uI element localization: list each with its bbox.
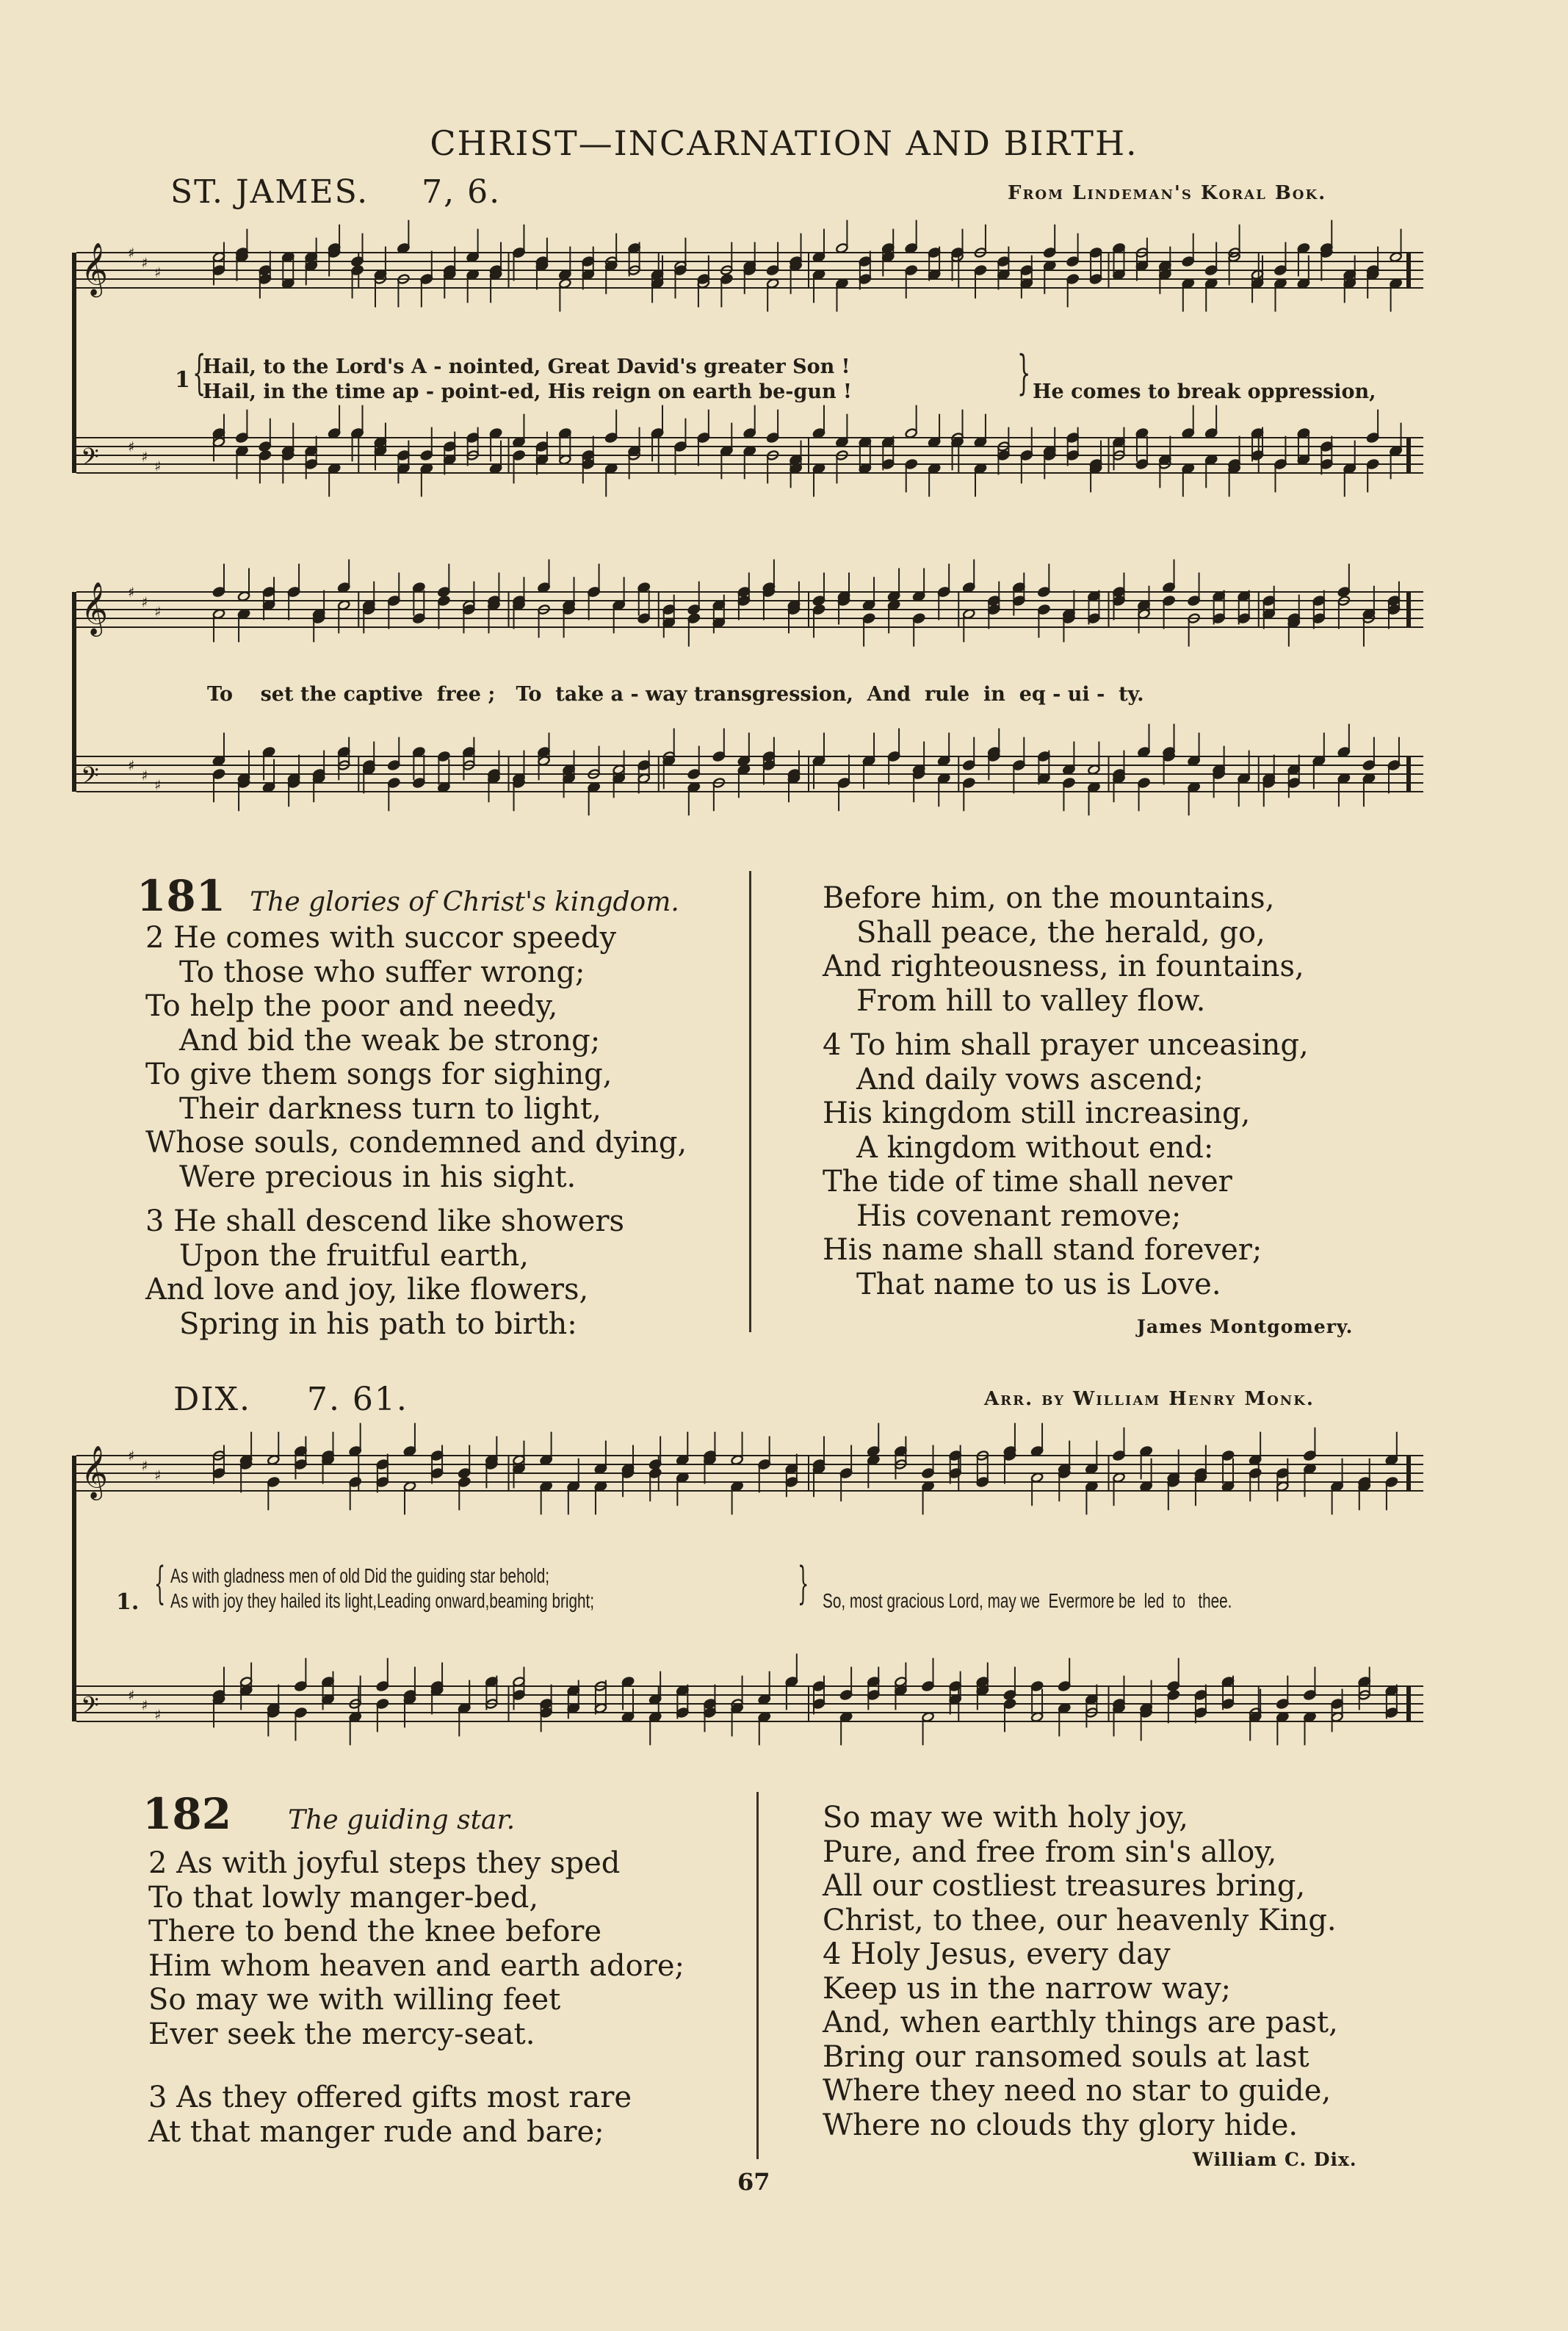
sharp-icon: ♯	[128, 1687, 135, 1705]
verse-line: At that manger rude and bare;	[148, 2114, 604, 2149]
treble-clef-icon: 𝄞	[81, 1445, 108, 1499]
verse-line: Keep us in the narrow way;	[823, 1971, 1232, 2006]
tune-meter: 7, 6.	[422, 173, 502, 211]
sharp-icon: ♯	[154, 1467, 162, 1484]
brace-right: }	[1017, 346, 1031, 400]
verse-line: 4 To him shall prayer unceasing,	[823, 1028, 1309, 1062]
verse-line: So may we with holy joy,	[823, 1801, 1188, 1835]
hymn-verses-left	[148, 1846, 684, 2149]
sharp-icon: ♯	[128, 1448, 135, 1465]
tune-name: DIX.	[173, 1381, 251, 1418]
sharp-icon: ♯	[154, 603, 162, 621]
verse-line: 4 Holy Jesus, every day	[823, 1937, 1171, 1971]
verse-line: To that lowly manger-bed,	[148, 1880, 539, 1915]
verse-line: Ever seek the mercy-seat.	[148, 2017, 535, 2051]
tune-source: From Lindeman's Koral Bok.	[1008, 182, 1327, 204]
lyric-line-3: To set the captive free ; To take a - way transgression, And rule in eq - ui - ty.	[207, 683, 1144, 706]
lyric-line-2: As with joy they hailed its light,Leading onward,beaming bright;	[170, 1589, 595, 1612]
hymn-heading	[142, 1789, 515, 1839]
page-header: CHRIST—INCARNATION AND BIRTH.	[430, 123, 1138, 163]
bass-clef-icon: 𝄢	[81, 1692, 99, 1726]
lyric-line-tail: He comes to break oppression,	[1033, 380, 1376, 403]
verse-line: To those who suffer wrong;	[179, 955, 585, 989]
tune-name: ST. JAMES.	[170, 173, 369, 211]
hymn-verses-right	[823, 1801, 1338, 2142]
hymn-title: The guiding star.	[288, 1805, 516, 1835]
lyric-line-1: As with gladness men of old Did the guiding star behold;	[170, 1564, 550, 1587]
verse-line: Their darkness turn to light,	[179, 1091, 601, 1126]
sharp-icon: ♯	[128, 757, 135, 775]
verse-line: From hill to valley flow.	[856, 983, 1206, 1018]
sharp-icon: ♯	[141, 593, 148, 611]
verse-line: His kingdom still increasing,	[823, 1096, 1251, 1130]
verse-line: Where they need no star to guide,	[823, 2074, 1332, 2108]
bass-clef-icon: 𝄢	[81, 444, 99, 477]
verse-line: Bring our ransomed souls at last	[823, 2039, 1309, 2074]
treble-clef-icon: 𝄞	[81, 581, 108, 635]
sharp-icon: ♯	[128, 584, 135, 601]
system-bracket	[72, 1456, 76, 1721]
sharp-icon: ♯	[128, 438, 135, 456]
verse-line: Before him, on the mountains,	[823, 881, 1275, 915]
verse-line: To give them songs for sighing,	[145, 1058, 613, 1091]
sharp-icon: ♯	[154, 458, 162, 475]
lyric-line-1: Hail, to the Lord's A - nointed, Great David's greater Son !	[203, 355, 850, 378]
column-divider	[756, 1792, 759, 2159]
verse-line: A kingdom without end:	[856, 1130, 1214, 1165]
verse-line: Pure, and free from sin's alloy,	[823, 1835, 1277, 1869]
brace-left: {	[154, 1558, 166, 1609]
hymn-number: 182	[142, 1789, 232, 1839]
brace-right: }	[798, 1558, 809, 1609]
page-number: 67	[737, 2168, 770, 2196]
verse-line: All our costliest treasures bring,	[823, 1869, 1306, 1903]
verse-line: There to bend the knee before	[148, 1915, 602, 1948]
hymn-author: James Montgomery.	[1137, 1316, 1354, 1337]
verse-line: That name to us is Love.	[856, 1267, 1221, 1301]
sharp-icon: ♯	[154, 1706, 162, 1724]
sharp-icon: ♯	[141, 1696, 148, 1714]
sharp-icon: ♯	[141, 448, 148, 466]
verse-line: The tide of time shall never	[823, 1165, 1232, 1199]
verse-line: 3 As they offered gifts most rare	[148, 2081, 632, 2114]
verse-line: 3 He shall descend like showers	[145, 1204, 624, 1238]
verse-line: Where no clouds thy glory hide.	[823, 2108, 1298, 2142]
sharp-icon: ♯	[141, 1457, 148, 1475]
verse-line: Christ, to thee, our heavenly King.	[823, 1903, 1337, 1937]
sharp-icon: ♯	[154, 264, 162, 281]
sharp-icon: ♯	[154, 776, 162, 794]
verse-line: And bid the weak be strong;	[179, 1023, 601, 1058]
hymn-title: The glories of Christ's kingdom.	[250, 887, 679, 917]
verse-line: To help the poor and needy,	[145, 989, 558, 1023]
sharp-icon: ♯	[128, 245, 135, 262]
tune-source: Arr. by William Henry Monk.	[984, 1388, 1315, 1410]
brace-left: {	[192, 346, 206, 400]
sharp-icon: ♯	[141, 254, 148, 272]
verse-line: Upon the fruitful earth,	[179, 1238, 529, 1273]
verse-line: Whose souls, condemned and dying,	[145, 1126, 687, 1160]
verse-number: 1.	[116, 1589, 140, 1615]
verse-line: Shall peace, the herald, go,	[856, 915, 1265, 950]
verse-line: His covenant remove;	[856, 1199, 1182, 1233]
verse-line: Spring in his path to birth:	[179, 1307, 577, 1341]
bass-clef-icon: 𝄢	[81, 762, 99, 796]
verse-line: And righteousness, in fountains,	[823, 950, 1304, 983]
verse-line: Him whom heaven and earth adore;	[148, 1948, 684, 1983]
verse-line: So may we with willing feet	[148, 1983, 561, 2017]
verse-line: And daily vows ascend;	[856, 1062, 1204, 1096]
verse-line: And love and joy, like flowers,	[145, 1273, 589, 1307]
verse-number: 1	[175, 367, 190, 393]
sharp-icon: ♯	[141, 767, 148, 784]
treble-clef-icon: 𝄞	[81, 242, 108, 296]
verse-line: 2 He comes with succor speedy	[145, 921, 617, 955]
lyric-line-2: Hail, in the time ap - point-ed, His reign on earth be-gun !	[203, 380, 852, 403]
hymn-author: William C. Dix.	[1193, 2149, 1357, 2170]
hymn-number: 181	[137, 871, 226, 921]
verse-line: 2 As with joyful steps they sped	[148, 1846, 621, 1880]
verse-line: His name shall stand forever;	[823, 1233, 1262, 1267]
verse-line: And, when earthly things are past,	[823, 2006, 1338, 2039]
tune-meter: 7. 61.	[306, 1381, 408, 1418]
lyric-line-tail: So, most gracious Lord, may we Evermore be led to thee.	[823, 1589, 1232, 1612]
verse-line: Were precious in his sight.	[179, 1160, 577, 1194]
